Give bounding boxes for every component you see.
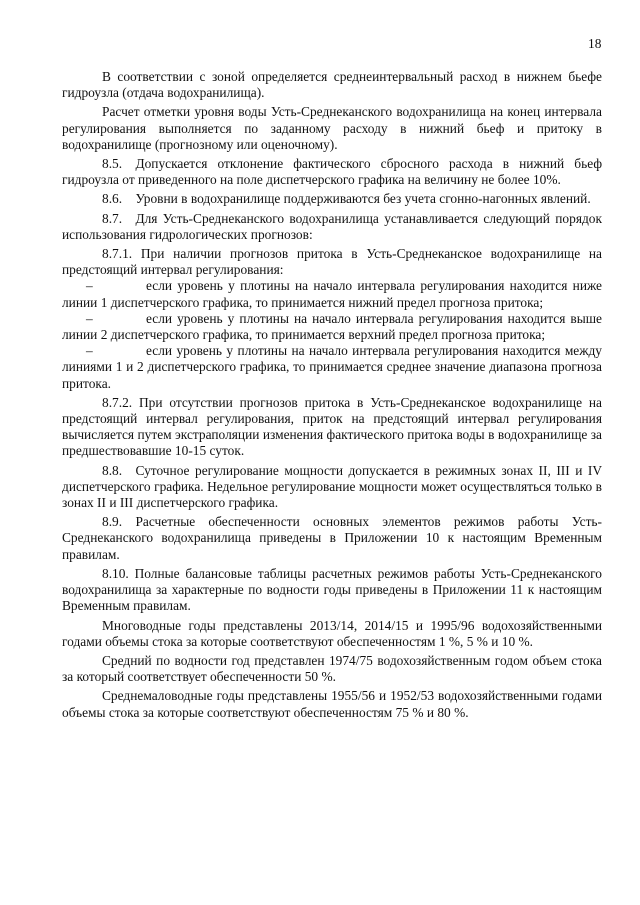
list-item-3 xyxy=(62,343,602,392)
paragraph-8-6: 8.6. Уровни в водохранилище поддерживаются без учета сгонно-нагонных явлений. xyxy=(102,191,591,207)
list-item-text: если уровень у плотины на начало интервала регулирования находится между линиями 1 и 2 диспетчерского графика, то принимается среднее значение диапазона прогноза притока. xyxy=(62,343,602,391)
paragraph-8-5: 8.5. Допускается отклонение фактического сбросного расхода в нижний бьеф гидроузла от приведенного на поле диспетчерского графика на величину не более 10%. xyxy=(62,156,602,188)
list-item-1 xyxy=(62,278,602,310)
list-dash: – xyxy=(86,278,93,294)
paragraph-8-7: 8.7. Для Усть-Среднеканского водохранилища устанавливается следующий порядок использования гидрологических прогнозов: xyxy=(62,210,602,242)
paragraph-high-water-years: Многоводные годы представлены 2013/14, 2014/15 и 1995/96 водохозяйственными годами объемы стока за которые соответствуют обеспеченностям 1 %, 5 % и 10 %. xyxy=(62,617,602,649)
list-item-2 xyxy=(62,311,602,343)
body-text xyxy=(62,69,602,721)
list-item-text: если уровень у плотины на начало интервала регулирования находится ниже линии 1 диспетчерского графика, то принимается нижний предел прогноза притока; xyxy=(62,278,602,310)
paragraph-8-7-1: 8.7.1. При наличии прогнозов притока в Усть-Среднеканское водохранилище на предстоящий интервал регулирования: xyxy=(62,246,602,278)
paragraph-8-8: 8.8. Суточное регулирование мощности допускается в режимных зонах II, III и IV диспетчерского графика. Недельное регулирование мощности может осуществляться только в зонах II и III диспетчерского графика. xyxy=(62,462,602,511)
paragraph-low-water-years: Среднемаловодные годы представлены 1955/56 и 1952/53 водохозяйственными годами объемы стока за которые соответствуют обеспеченностям 75 % и 80 %. xyxy=(62,688,602,720)
list-dash: – xyxy=(86,343,93,359)
paragraph-average-year: Средний по водности год представлен 1974/75 водохозяйственным годом объем стока за который соответствует обеспеченности 50 %. xyxy=(62,652,602,685)
paragraph-2: Расчет отметки уровня воды Усть-Среднеканского водохранилища на конец интервала регулирования выполняется по заданному расходу в нижний бьеф и притоку в водохранилище (прогнозному или оценочному). xyxy=(62,104,602,152)
paragraph-8-9: 8.9. Расчетные обеспеченности основных элементов режимов работы Усть-Среднеканского водохранилища приведены в Приложении 10 к настоящим Временным правилам. xyxy=(62,514,602,562)
page-number: 18 xyxy=(588,36,602,51)
paragraph-8-7-2: 8.7.2. При отсутствии прогнозов притока в Усть-Среднеканское водохранилище на предстоящий интервал регулирования, приток на предстоящий интервал регулирования вычисляется путем экстраполяции изменения фактического притока воды в водохранилище за предшествовавшие 10-15 суток. xyxy=(62,394,602,459)
paragraph-8-10: 8.10. Полные балансовые таблицы расчетных режимов работы Усть-Среднеканского водохранилища за характерные по водности годы приведены в Приложении 11 к настоящим Временным правилам. xyxy=(62,565,602,614)
list-dash: – xyxy=(86,310,93,326)
paragraph-1: В соответствии с зоной определяется среднеинтервальный расход в нижнем бьефе гидроузла (отдача водохранилища). xyxy=(62,69,602,101)
list-item-text: если уровень у плотины на начало интервала регулирования находится выше линии 2 диспетчерского графика, то принимается верхний предел прогноза притока; xyxy=(62,310,602,343)
